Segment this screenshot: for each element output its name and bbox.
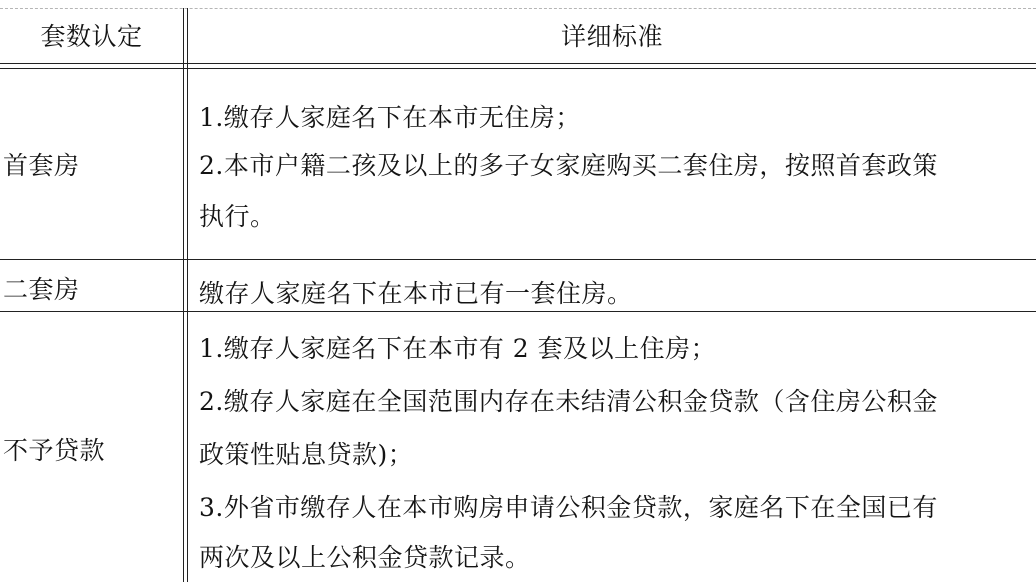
no-loan-criterion-line: 3.外省市缴存人在本市购房申请公积金贷款，家庭名下在全国已有 — [199, 493, 938, 522]
header-divider-lower — [0, 68, 1036, 69]
row-label-second-home: 二套房 — [3, 275, 80, 304]
row-divider-2 — [0, 311, 1036, 312]
first-home-criterion-line: 2.本市户籍二孩及以上的多子女家庭购买二套住房，按照首套政策 — [199, 151, 938, 180]
first-home-criterion-line: 1.缴存人家庭名下在本市无住房； — [199, 103, 581, 132]
column-divider-right — [187, 8, 188, 582]
no-loan-criterion-line: 1.缴存人家庭名下在本市有 2 套及以上住房； — [199, 334, 717, 363]
header-cell-criteria: 详细标准 — [560, 22, 663, 51]
header-divider-upper — [0, 63, 1036, 64]
first-home-criterion-line: 执行。 — [199, 202, 276, 231]
column-divider-left — [183, 8, 184, 582]
header-cell-type: 套数认定 — [40, 22, 143, 51]
row-label-no-loan: 不予贷款 — [3, 436, 106, 465]
row-label-first-home: 首套房 — [3, 151, 80, 180]
second-home-criterion-line: 缴存人家庭名下在本市已有一套住房。 — [199, 279, 633, 308]
table-top-border — [0, 8, 1036, 9]
no-loan-criterion-line: 2.缴存人家庭在全国范围内存在未结清公积金贷款（含住房公积金 — [199, 387, 938, 416]
no-loan-criterion-line: 政策性贴息贷款)； — [199, 440, 414, 469]
no-loan-criterion-line: 两次及以上公积金贷款记录。 — [199, 543, 531, 572]
row-divider-1 — [0, 259, 1036, 260]
